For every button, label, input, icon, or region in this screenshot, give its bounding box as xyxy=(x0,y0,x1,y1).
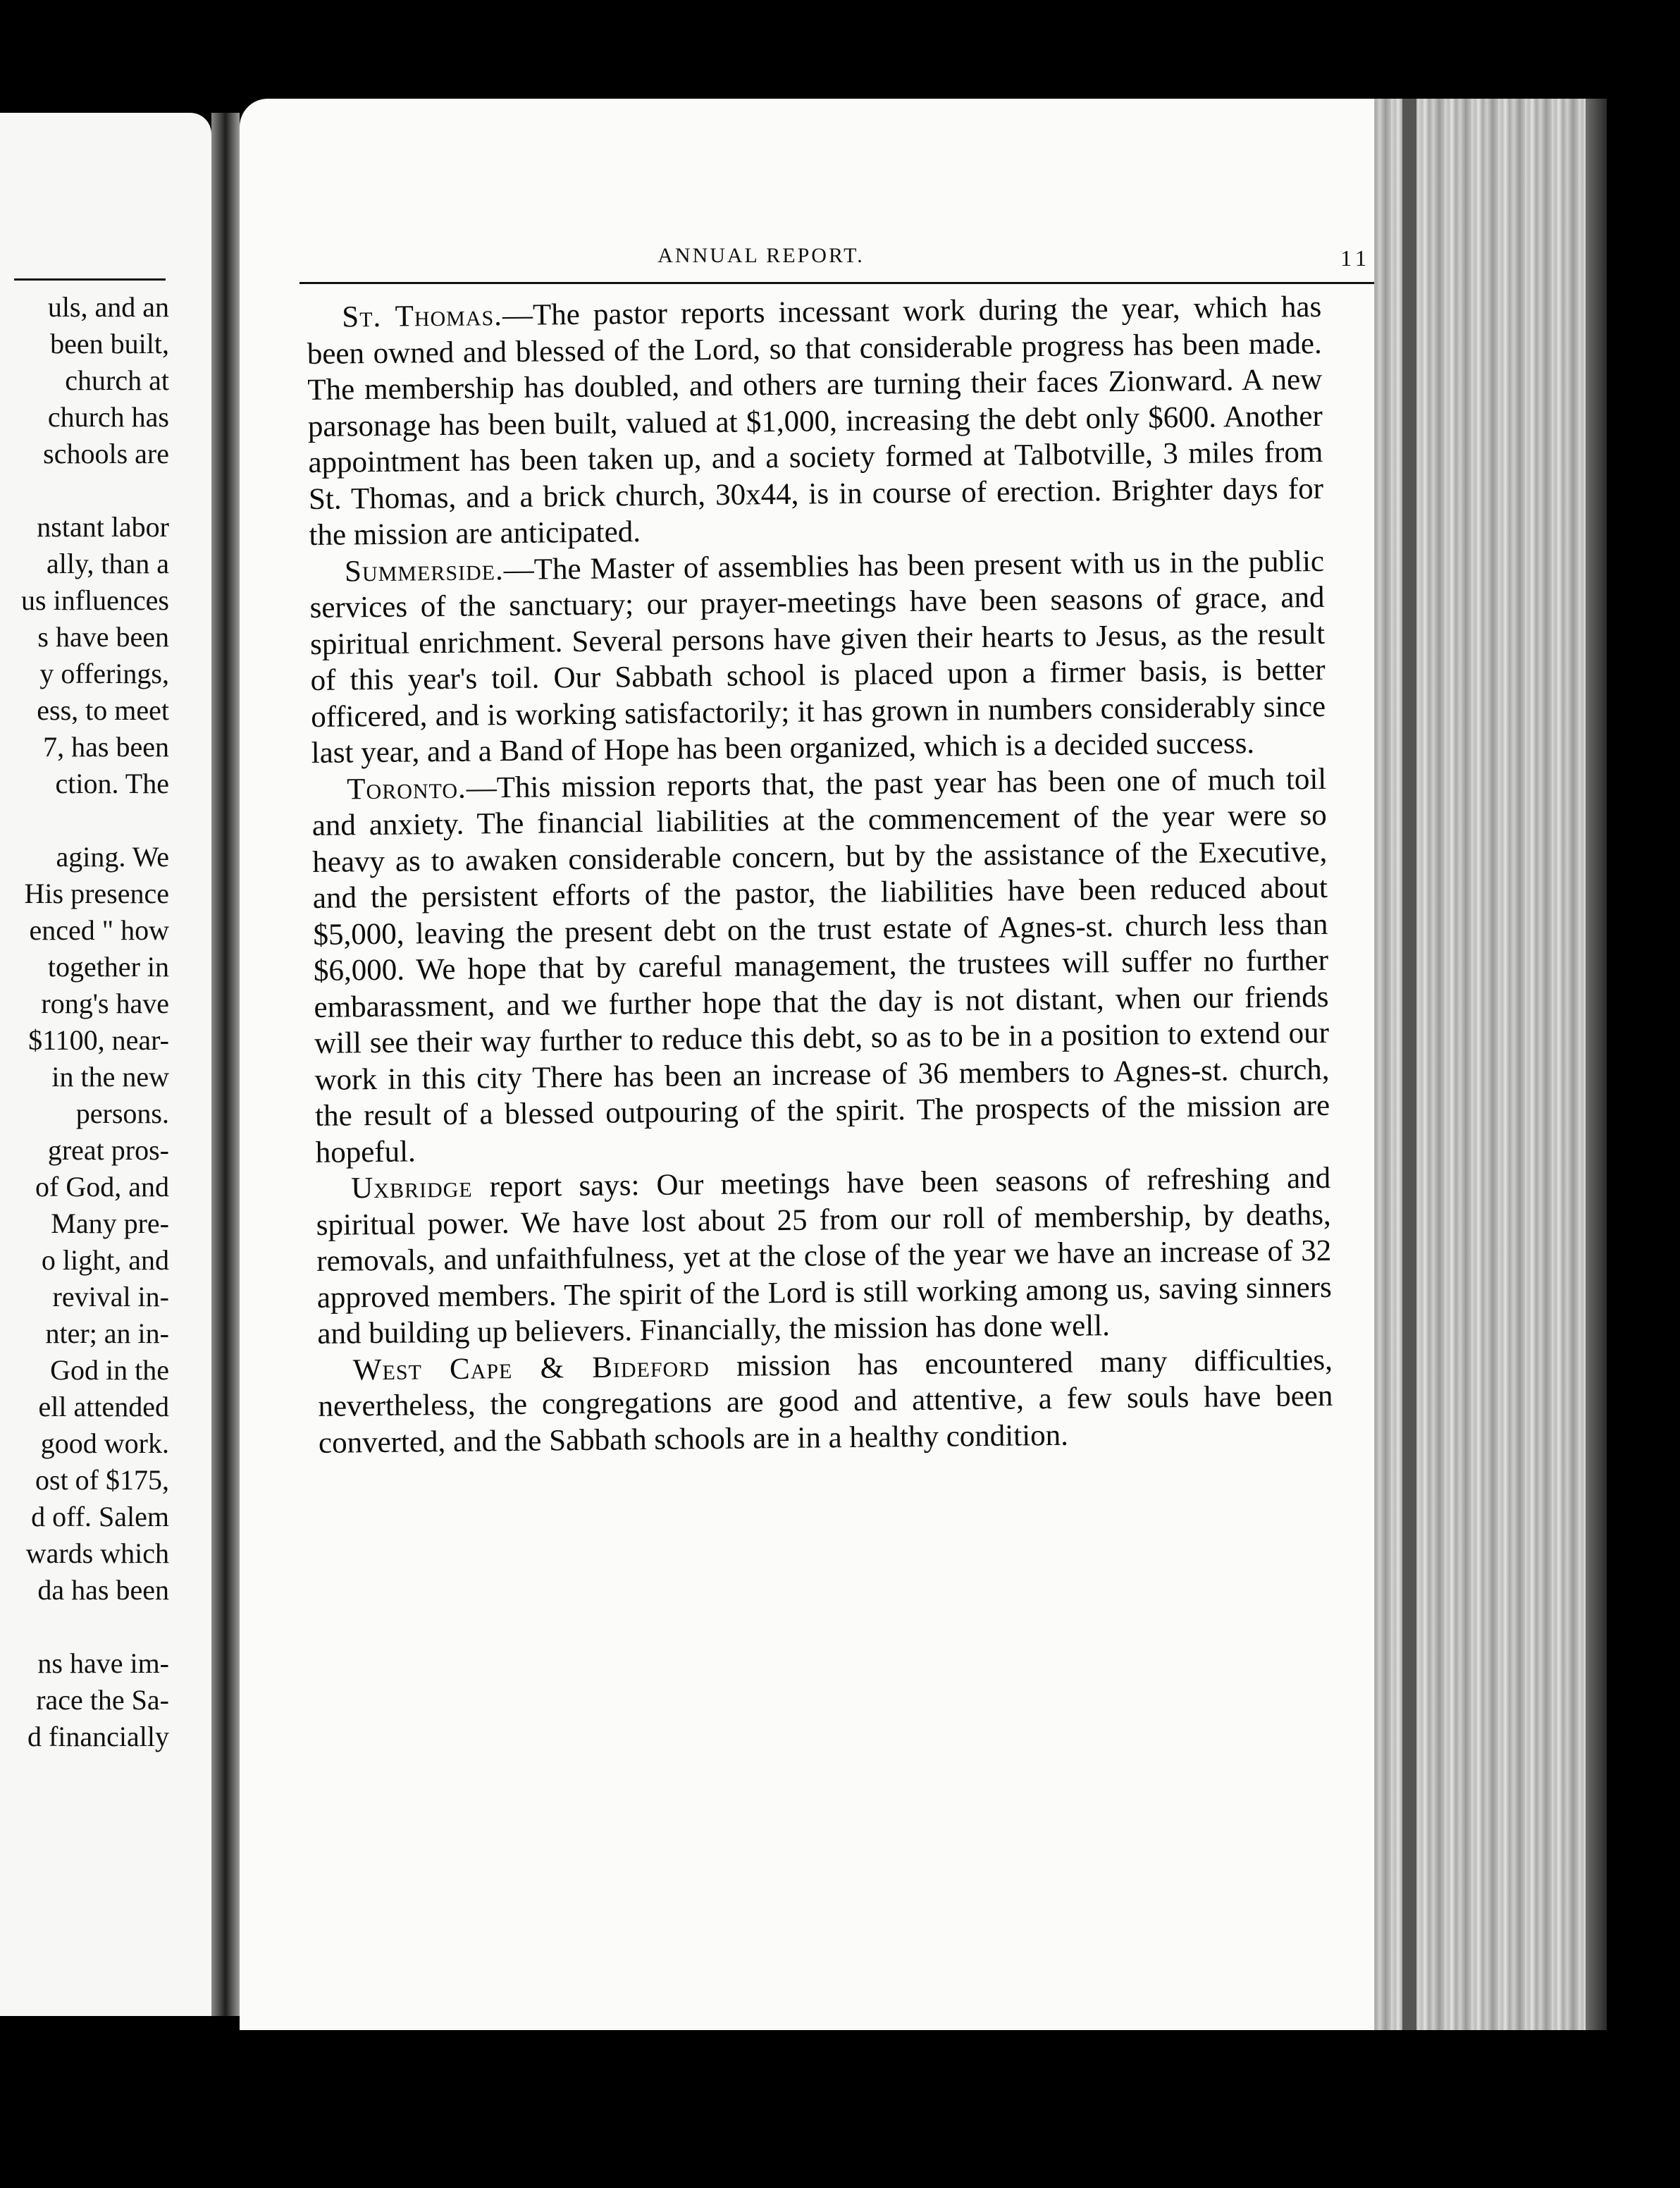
left-line: ction. The xyxy=(55,768,169,799)
left-line: enced " how xyxy=(29,914,169,946)
left-line: great pros- xyxy=(47,1134,169,1166)
left-line: d off. Salem xyxy=(31,1501,169,1532)
left-line: $1100, near- xyxy=(28,1024,169,1056)
left-page-text xyxy=(21,289,169,1755)
left-line: d financially xyxy=(27,1721,169,1752)
paragraph-west-cape-bideford xyxy=(318,1341,1334,1461)
left-line: rong's have xyxy=(41,988,169,1019)
left-line: of God, and xyxy=(35,1171,169,1203)
left-line: good work. xyxy=(40,1427,169,1459)
report-body xyxy=(307,289,1333,1461)
left-line: schools are xyxy=(43,438,169,469)
left-line: God in the xyxy=(50,1354,169,1386)
left-line: ell attended xyxy=(38,1391,169,1422)
left-line: aging. We xyxy=(56,841,169,873)
left-line: been built, xyxy=(50,328,169,359)
left-line: His presence xyxy=(24,878,169,909)
left-line: Many pre- xyxy=(51,1207,169,1239)
running-title: ANNUAL REPORT. xyxy=(657,244,865,267)
left-page-rule xyxy=(14,278,166,281)
left-page xyxy=(0,113,211,2016)
left-line: s have been xyxy=(37,621,169,653)
left-line-gap xyxy=(21,472,169,509)
left-line: ess, to meet xyxy=(37,694,169,726)
page-number: 11 xyxy=(1340,245,1371,271)
left-line: in the new xyxy=(51,1061,169,1093)
book-gutter xyxy=(211,113,240,2016)
left-line: together in xyxy=(47,951,169,983)
left-line: ns have im- xyxy=(37,1647,169,1679)
paragraph-st-thomas xyxy=(307,289,1324,554)
left-line-gap xyxy=(21,1609,169,1645)
paragraph-text: —The Master of assemblies has been present with us in the public services of the sanctuary; our prayer-meetings have been seasons of grace, and spiritual enrichment. Several persons have given their hearts to Jesus, as the result of this year's toil. Our Sabbath school is placed upon a firmer basis, is better officered, and is working satisfactorily; it has grown in numbers considerably since last year, and a Band of Hope has been organized, which is a decided success. xyxy=(309,544,1326,770)
left-line: church at xyxy=(65,364,169,396)
paragraph-uxbridge xyxy=(316,1160,1333,1353)
paragraph-heading: St. Thomas. xyxy=(342,299,503,334)
left-line: ost of $175, xyxy=(35,1464,169,1496)
left-line: persons. xyxy=(75,1098,169,1129)
paragraph-text: —The pastor reports incessant work during the year, which has been owned and blessed of the Lord, so that considerable progress has been made. The membership has doubled, and others are turning their faces Zionward. A new parsonage has been built, valued at $1,000, increasing the debt only $600. Another appointment has been taken up, and a society formed at Talbotville, 3 miles from St. Thomas, and a brick church, 30x44, is in course of erection. Brighter days for the mission are anticipated. xyxy=(307,290,1324,552)
left-line: revival in- xyxy=(52,1281,169,1313)
fore-edge-band xyxy=(1402,99,1416,2030)
page-header xyxy=(299,240,1374,284)
paragraph-summerside xyxy=(309,543,1326,771)
paragraph-heading: Uxbridge xyxy=(350,1170,473,1205)
paragraph-heading: West Cape & Bideford xyxy=(352,1349,710,1387)
paragraph-toronto xyxy=(311,761,1330,1171)
left-line: 7, has been xyxy=(43,731,169,763)
paragraph-heading: Toronto. xyxy=(347,771,467,806)
right-page xyxy=(240,99,1374,2030)
paragraph-heading: Summerside. xyxy=(344,553,504,588)
left-line: us influences xyxy=(21,584,169,616)
left-line: church has xyxy=(47,401,169,433)
left-line: ally, than a xyxy=(46,548,169,579)
left-line: nstant labor xyxy=(37,511,169,543)
left-line: uls, and an xyxy=(47,291,169,323)
paragraph-text: mission has encountered many difficulties, nevertheless, the congregations are good and attentive, a few souls have been converted, and the Sabbath schools are in a healthy condition. xyxy=(318,1343,1333,1460)
left-line: nter; an in- xyxy=(45,1317,169,1349)
left-line: wards which xyxy=(25,1537,169,1569)
left-line: da has been xyxy=(37,1574,169,1606)
paragraph-text: report says: Our meetings have been seasons of refreshing and spiritual power. We have lost about 25 from our roll of membership, by deaths, removals, and unfaithfulness, yet at the close of the year we have an increase of 32 approved members. The spirit of the Lord is still working among us, saving sinners and building up believers. Financially, the mission has done well. xyxy=(316,1161,1332,1351)
paragraph-text: —This mission reports that, the past year has been one of much toil and anxiety. The financial liabilities at the commencement of the year were so heavy as to awaken considerable concern, but by the assistance of the Executive, and the persistent efforts of the pastor, the liabilities have been reduced about $5,000, leaving the present debt on the trust estate of Agnes-st. church less than $6,000. We hope that by careful management, the trustees will suffer no further embarassment, and we further hope that the day is not distant, when our friends will see their way further to reduce this debt, so as to be in a position to extend our work in this city There has been an increase of 36 members to Agnes-st. church, the result of a blessed outpouring of the spirit. The prospects of the mission are hopeful. xyxy=(311,762,1330,1169)
left-line: y offerings, xyxy=(39,658,169,689)
left-line: race the Sa- xyxy=(36,1684,169,1716)
left-line-gap xyxy=(21,802,169,839)
left-line: o light, and xyxy=(41,1244,169,1276)
fore-edge-shadow xyxy=(1586,99,1607,2030)
